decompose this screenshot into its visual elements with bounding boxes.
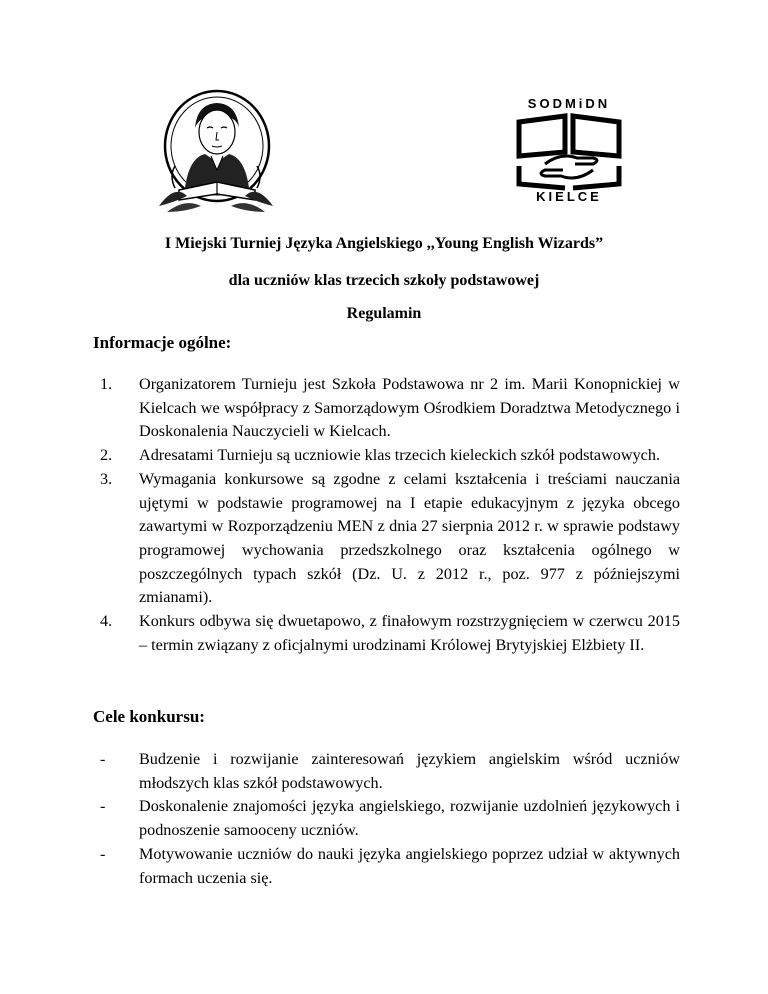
- list-item-text: Budzenie i rozwijanie zainteresowań językiem angielskim wśród uczniów młodszych klas szkół podstawowych.: [139, 750, 680, 792]
- list-item: [100, 748, 680, 795]
- goals-list: [100, 748, 680, 890]
- list-item: [100, 373, 680, 444]
- portrait-medallion-logo: [145, 88, 287, 218]
- list-marker: 4.: [100, 612, 113, 631]
- page-subtitle: dla uczniów klas trzecich szkoły podstawowej: [228, 272, 540, 289]
- list-marker: -: [100, 750, 106, 768]
- list-item: [100, 610, 680, 657]
- list-item: [100, 843, 680, 890]
- section-heading-general-info: Informacje ogólne:: [93, 333, 232, 352]
- sodmidn-logo: [505, 96, 633, 206]
- list-item-text: Wymagania konkursowe są zgodne z celami kształcenia i treściami nauczania ujętymi w podstawie programowej na I etapie edukacyjnym z języka obcego zawartymi w Rozporządzeniu MEN z dnia 27 sierpnia 2012 r. w sprawie podstawy programowej wychowania przedszkolnego oraz kształcenia ogólnego w poszczególnych typach szkół (Dz. U. z 2012 r., poz. 977 z późniejszymi zmianami).: [139, 469, 680, 607]
- general-info-list: [100, 373, 680, 657]
- section-heading-goals: Cele konkursu:: [93, 707, 205, 726]
- list-marker: 2.: [100, 446, 113, 465]
- logo-bottom-text: KIELCE: [536, 189, 602, 204]
- page-title: I Miejski Turniej Języka Angielskiego ,,Young English Wizards”: [164, 235, 604, 252]
- list-item-text: Adresatami Turnieju są uczniowie klas trzecich kieleckich szkół podstawowych.: [139, 446, 661, 465]
- list-item-text: Konkurs odbywa się dwuetapowo, z finałowym rozstrzygnięciem w czerwcu 2015 – termin związany z oficjalnymi urodzinami Królowej Brytyjskiej Elżbiety II.: [139, 612, 680, 654]
- open-book-hands-icon: [505, 112, 633, 192]
- list-marker: -: [100, 844, 106, 863]
- logo-top-text: SODMiDN: [527, 96, 611, 111]
- list-item: [100, 444, 680, 468]
- list-item-text: Doskonalenie znajomości języka angielskiego, rozwijanie uzdolnień językowych i podnoszenie samooceny uczniów.: [139, 797, 680, 840]
- list-item: [100, 795, 680, 842]
- document-type: Regulamin: [346, 305, 422, 322]
- list-item-text: Motywowanie uczniów do nauki języka angielskiego poprzez udział w aktywnych formach uczenia się.: [139, 844, 680, 887]
- list-marker: 1.: [100, 375, 113, 393]
- portrait-icon: [145, 88, 287, 218]
- list-item-text: Organizatorem Turnieju jest Szkoła Podstawowa nr 2 im. Marii Konopnickiej w Kielcach we współpracy z Samorządowym Ośrodkiem Doradztwa Metodycznego i Doskonalenia Nauczycieli w Kielcach.: [139, 375, 680, 441]
- list-item: [100, 468, 680, 610]
- list-marker: 3.: [100, 469, 113, 488]
- list-marker: -: [100, 797, 106, 816]
